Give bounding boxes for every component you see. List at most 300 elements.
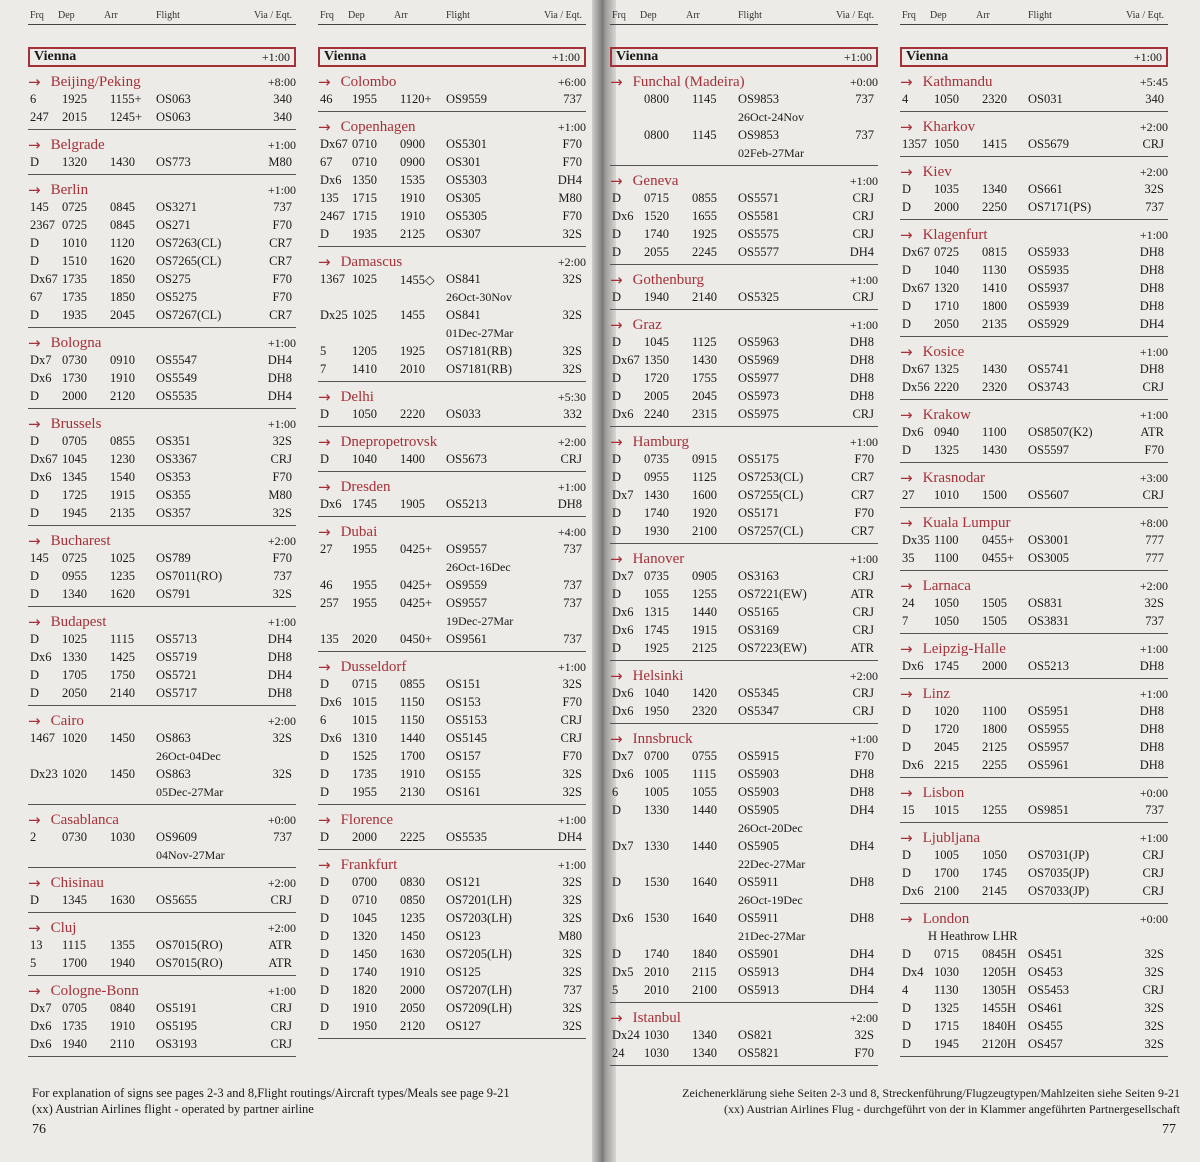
departure-time: 0955 [644, 470, 669, 484]
arrival-time: 1630 [110, 893, 135, 907]
flight-number: OS5901 [738, 947, 779, 961]
destination-city: Berlin [50, 181, 89, 198]
equipment: DH8 [849, 371, 874, 385]
destination-header [610, 667, 878, 685]
flight-number: OS7205(LH) [446, 947, 512, 961]
arrival-time: 1910 [110, 1019, 135, 1033]
flight-row [28, 253, 296, 271]
equipment: 777 [1145, 533, 1164, 547]
destination-block [28, 532, 296, 607]
destination-name [610, 730, 693, 748]
arrival-time: 0905 [692, 569, 717, 583]
destination-block [900, 226, 1168, 337]
flight-number: OS863 [156, 767, 191, 781]
flight-row [28, 235, 296, 253]
equipment: 32S [1144, 1037, 1164, 1051]
equipment: DH4 [849, 245, 874, 259]
flight-number: OS5535 [446, 830, 487, 844]
flight-row [318, 946, 586, 964]
flight-number: OS5903 [738, 785, 779, 799]
departure-time: 1510 [62, 254, 87, 268]
arrival-time: 1025 [110, 551, 135, 565]
equipment: 737 [855, 128, 874, 142]
arrival-time: 1430 [692, 353, 717, 367]
departure-time: 0725 [934, 245, 959, 259]
arrival-time: 1540 [110, 470, 135, 484]
frequency: D [320, 875, 330, 889]
arrow-right-icon: → [28, 136, 41, 154]
destination-city: Florence [340, 811, 394, 828]
flight-number: OS305 [446, 191, 481, 205]
flight-row [318, 874, 586, 892]
flight-row [28, 1036, 296, 1054]
flight-number: OS5821 [738, 1046, 779, 1060]
flight-row [318, 829, 586, 847]
departure-time: 0940 [934, 425, 959, 439]
flight-number: OS153 [446, 695, 481, 709]
equipment: 737 [273, 200, 292, 214]
departure-time: 1040 [644, 686, 669, 700]
arrival-time: 1910 [400, 965, 425, 979]
flight-row [610, 487, 878, 505]
flight-number: OS5175 [738, 452, 779, 466]
destination-block [28, 334, 296, 409]
flight-number: OS5963 [738, 335, 779, 349]
frequency: Dx6 [612, 911, 634, 925]
validity-note [318, 613, 586, 631]
flight-row [318, 541, 586, 559]
destination-city: Krasnodar [922, 469, 986, 486]
frequency: D [320, 452, 330, 466]
equipment: DH4 [849, 983, 874, 997]
departure-time: 2050 [62, 686, 87, 700]
equipment: M80 [268, 488, 292, 502]
flight-number: OS5721 [156, 668, 197, 682]
flight-row [610, 451, 878, 469]
departure-time: 2240 [644, 407, 669, 421]
flight-number: OS8507(K2) [1028, 425, 1093, 439]
column-header [28, 8, 296, 25]
frequency: 24 [612, 1046, 625, 1060]
flight-number: OS5977 [738, 371, 779, 385]
validity-dates: 26Oct-19Dec [738, 893, 803, 907]
flight-number: OS5607 [1028, 488, 1069, 502]
flight-row [318, 226, 586, 244]
arrival-time: 2135 [982, 317, 1007, 331]
flight-number: OS123 [446, 929, 481, 943]
destination-city: Leipzig-Halle [922, 640, 1006, 657]
arrival-time: 1245+ [110, 110, 143, 124]
flight-number: OS5301 [446, 137, 487, 151]
flight-row [900, 424, 1168, 442]
flight-row [610, 289, 878, 307]
arrival-time: 1100 [982, 704, 1007, 718]
frequency: 67 [320, 155, 333, 169]
destination-name [610, 271, 704, 289]
origin-box [28, 47, 296, 67]
flight-row [610, 352, 878, 370]
frequency: 247 [30, 110, 49, 124]
destination-timezone: +1:00 [267, 416, 296, 431]
departure-time: 1745 [644, 623, 669, 637]
frequency: D [902, 263, 912, 277]
arrival-time: 1450 [400, 929, 425, 943]
flight-row [28, 433, 296, 451]
flight-number: OS5915 [738, 749, 779, 763]
arrival-time: 2315 [692, 407, 717, 421]
flight-row [610, 127, 878, 145]
equipment: 332 [563, 407, 582, 421]
flight-number: OS3005 [1028, 551, 1069, 565]
arrow-right-icon: → [900, 910, 913, 928]
frequency: Dx67 [902, 245, 930, 259]
destination-city: Hanover [632, 550, 685, 567]
flight-row [900, 964, 1168, 982]
equipment: 340 [1145, 92, 1164, 106]
arrow-right-icon: → [318, 118, 331, 136]
flight-number: OS3743 [1028, 380, 1069, 394]
destination-timezone: +1:00 [267, 983, 296, 998]
flight-number: OS455 [1028, 1019, 1063, 1033]
flight-row [900, 739, 1168, 757]
frequency: 6 [612, 785, 619, 799]
equipment: CRJ [560, 713, 582, 727]
flight-number: OS301 [446, 155, 481, 169]
arrow-right-icon: → [28, 613, 41, 631]
flight-number: OS7265(CL) [156, 254, 222, 268]
departure-time: 1005 [644, 785, 669, 799]
arrival-time: 1055 [692, 785, 717, 799]
equipment: 32S [1144, 596, 1164, 610]
equipment: CRJ [1142, 884, 1164, 898]
departure-time: 1130 [934, 983, 959, 997]
destination-city: Lisbon [922, 784, 965, 801]
departure-time: 0725 [62, 200, 87, 214]
equipment: DH4 [849, 947, 874, 961]
flight-number: OS5195 [156, 1019, 197, 1033]
destination-city: Kosice [922, 343, 965, 360]
frequency: D [30, 668, 40, 682]
destination-city: Ljubljana [922, 829, 981, 846]
destination-header [610, 730, 878, 748]
validity-note [610, 928, 878, 946]
frequency: 5 [320, 344, 327, 358]
equipment: CR7 [851, 524, 874, 538]
destination-city: Kharkov [922, 118, 976, 135]
destination-city: Casablanca [50, 811, 119, 828]
equipment: DH8 [1139, 659, 1164, 673]
flight-number: OS863 [156, 731, 191, 745]
footer-right [620, 1085, 1180, 1117]
destination-timezone: +2:00 [1139, 119, 1168, 134]
header-arr: Arr [686, 10, 700, 21]
equipment: F70 [854, 506, 874, 520]
flight-row [318, 631, 586, 649]
footer-right-line2: (xx) Austrian Airlines Flug - durchgeführt von der in Klammer angeführten Partnergesellschaft [724, 1102, 1180, 1116]
destination-header [28, 919, 296, 937]
flight-number: OS063 [156, 92, 191, 106]
arrival-time: 2125 [400, 227, 425, 241]
arrow-right-icon: → [900, 118, 913, 136]
destination-header [610, 172, 878, 190]
destination-timezone: +2:00 [267, 713, 296, 728]
arrival-time: 1925 [692, 227, 717, 241]
equipment: F70 [562, 695, 582, 709]
arrow-right-icon: → [28, 415, 41, 433]
flight-row [610, 964, 878, 982]
flight-row [610, 802, 878, 820]
origin-timezone: +1:00 [1133, 49, 1162, 64]
equipment: DH8 [1139, 299, 1164, 313]
arrival-time: 1440 [692, 803, 717, 817]
equipment: CRJ [852, 686, 874, 700]
departure-time: 2055 [644, 245, 669, 259]
flight-number: OS7207(LH) [446, 983, 512, 997]
flight-row [900, 946, 1168, 964]
equipment: CRJ [270, 1019, 292, 1033]
destination-timezone: +2:00 [1139, 578, 1168, 593]
flight-number: OS5191 [156, 1001, 197, 1015]
frequency: Dx25 [320, 308, 348, 322]
frequency: D [320, 407, 330, 421]
destination-header [900, 226, 1168, 244]
departure-time: 1530 [644, 875, 669, 889]
destination-header [610, 550, 878, 568]
flight-number: OS5673 [446, 452, 487, 466]
equipment: 737 [563, 596, 582, 610]
departure-time: 1115 [62, 938, 87, 952]
destination-name [900, 469, 985, 487]
destination-name [28, 613, 106, 631]
flight-row [900, 1018, 1168, 1036]
flight-row [318, 910, 586, 928]
arrival-time: 1800 [982, 299, 1007, 313]
equipment: 32S [562, 1019, 582, 1033]
arrival-time: 0450+ [400, 632, 433, 646]
arrival-time: 0455+ [982, 533, 1015, 547]
arrival-time: 0425+ [400, 596, 433, 610]
flight-row [28, 469, 296, 487]
equipment: ATR [1140, 425, 1164, 439]
departure-time: 1740 [644, 947, 669, 961]
destination-name [900, 685, 950, 703]
flight-row [318, 892, 586, 910]
flight-number: OS7209(LH) [446, 1001, 512, 1015]
flight-number: OS7221(EW) [738, 587, 807, 601]
footer-left-line2: (xx) Austrian Airlines flight - operated by partner airline [32, 1102, 314, 1116]
destination-header [318, 523, 586, 541]
flight-row [900, 280, 1168, 298]
arrival-time: 0900 [400, 155, 425, 169]
destination-timezone: +1:00 [1139, 407, 1168, 422]
flight-number: OS275 [156, 272, 191, 286]
destination-header [900, 640, 1168, 658]
flight-row [318, 91, 586, 109]
departure-time: 1715 [352, 191, 377, 205]
arrival-time: 2220 [400, 407, 425, 421]
destination-name [900, 829, 980, 847]
destination-city: Hamburg [632, 433, 689, 450]
validity-dates: 22Dec-27Mar [738, 857, 806, 871]
destination-block [318, 523, 586, 652]
validity-dates: 02Feb-27Mar [738, 146, 804, 160]
flight-row [900, 361, 1168, 379]
equipment: DH8 [849, 389, 874, 403]
departure-time: 1350 [644, 353, 669, 367]
equipment: F70 [1144, 443, 1164, 457]
departure-time: 1320 [352, 929, 377, 943]
flight-row [900, 550, 1168, 568]
arrival-time: 1415 [982, 137, 1007, 151]
arrival-time: 2100 [692, 524, 717, 538]
departure-time: 2050 [934, 317, 959, 331]
frequency: D [320, 911, 330, 925]
arrival-time: 1100 [982, 425, 1007, 439]
equipment: DH4 [267, 389, 292, 403]
flight-number: OS5171 [738, 506, 779, 520]
frequency: D [320, 1019, 330, 1033]
departure-time: 0700 [352, 875, 377, 889]
arrival-time: 0455+ [982, 551, 1015, 565]
frequency: 15 [902, 803, 915, 817]
frequency: Dx67 [612, 353, 640, 367]
equipment: DH8 [1139, 758, 1164, 772]
departure-time: 1330 [644, 803, 669, 817]
destination-name [28, 73, 141, 91]
header-via: Via / Eqt. [1125, 10, 1164, 21]
flight-row [28, 631, 296, 649]
frequency: 24 [902, 596, 915, 610]
equipment: F70 [562, 137, 582, 151]
origin-name: Vienna [906, 49, 949, 64]
flight-row [28, 352, 296, 370]
frequency: D [902, 1019, 912, 1033]
destination-timezone: +1:00 [267, 182, 296, 197]
departure-time: 1745 [352, 497, 377, 511]
departure-time: 1030 [644, 1028, 669, 1042]
destination-timezone: +1:00 [557, 659, 586, 674]
arrival-time: 2255 [982, 758, 1007, 772]
flight-row [28, 154, 296, 172]
flight-row [900, 1036, 1168, 1054]
equipment: 32S [562, 785, 582, 799]
frequency: Dx56 [902, 380, 930, 394]
arrow-right-icon: → [900, 685, 913, 703]
flight-row [28, 1000, 296, 1018]
destination-header [900, 514, 1168, 532]
flight-number: OS831 [1028, 596, 1063, 610]
destination-city: Innsbruck [632, 730, 693, 747]
departure-time: 1955 [352, 596, 377, 610]
destination-city: Kuala Lumpur [922, 514, 1011, 531]
frequency: Dx7 [612, 488, 634, 502]
destination-city: Krakow [922, 406, 971, 423]
departure-time: 0730 [62, 830, 87, 844]
flight-row [610, 568, 878, 586]
equipment: 32S [562, 344, 582, 358]
arrow-right-icon: → [28, 811, 41, 829]
destination-timezone: +1:00 [1139, 686, 1168, 701]
arrival-time: 2130 [400, 785, 425, 799]
arrival-time: 1400 [400, 452, 425, 466]
arrival-time: 1910 [400, 767, 425, 781]
flight-number: OS5951 [1028, 704, 1069, 718]
frequency: 46 [320, 92, 333, 106]
frequency: D [612, 371, 622, 385]
destination-header [28, 874, 296, 892]
arrival-time: 1440 [692, 839, 717, 853]
equipment: 737 [563, 578, 582, 592]
equipment: F70 [854, 452, 874, 466]
destination-timezone: +1:00 [849, 731, 878, 746]
equipment: CRJ [852, 623, 874, 637]
flight-row [900, 442, 1168, 460]
destination-header [318, 388, 586, 406]
flight-row [610, 334, 878, 352]
flight-row [610, 640, 878, 658]
equipment: DH4 [849, 965, 874, 979]
flight-number: OS7015(RO) [156, 956, 223, 970]
equipment: CRJ [1142, 380, 1164, 394]
destination-block [900, 829, 1168, 904]
equipment: F70 [562, 155, 582, 169]
flight-row [28, 667, 296, 685]
flight-row [610, 505, 878, 523]
destination-block [610, 550, 878, 661]
flight-row [28, 370, 296, 388]
flight-number: OS5303 [446, 173, 487, 187]
departure-time: 1720 [644, 371, 669, 385]
arrival-time: 0855 [400, 677, 425, 691]
frequency: Dx6 [612, 686, 634, 700]
flight-row [318, 451, 586, 469]
destination-block [318, 856, 586, 1039]
arrival-time: 1505 [982, 596, 1007, 610]
equipment: DH8 [1139, 740, 1164, 754]
flight-row [28, 550, 296, 568]
frequency: Dx6 [30, 650, 52, 664]
frequency: Dx6 [320, 497, 342, 511]
destination-header [28, 415, 296, 433]
frequency: D [30, 155, 40, 169]
frequency: 145 [30, 551, 49, 565]
header-arr: Arr [976, 10, 990, 21]
flight-row [318, 577, 586, 595]
equipment: 32S [562, 947, 582, 961]
arrow-right-icon: → [900, 226, 913, 244]
frequency: D [612, 389, 622, 403]
validity-note [28, 748, 296, 766]
frequency: D [612, 506, 622, 520]
frequency: D [30, 254, 40, 268]
arrival-time: 1205H [982, 965, 1017, 979]
departure-time: 1340 [62, 587, 87, 601]
equipment: DH4 [557, 830, 582, 844]
flight-number: OS5911 [738, 875, 779, 889]
footer-left-line1: For explanation of signs see pages 2-3 and 8,Flight routings/Aircraft types/Meals see page 9-21 [32, 1086, 510, 1100]
departure-time: 1925 [62, 92, 87, 106]
destination-name [900, 406, 971, 424]
flight-row [900, 532, 1168, 550]
arrival-time: 2120H [982, 1037, 1017, 1051]
destination-timezone: +3:00 [1139, 470, 1168, 485]
flight-row [28, 289, 296, 307]
frequency: D [320, 947, 330, 961]
destination-name [610, 550, 684, 568]
arrival-time: 1430 [982, 362, 1007, 376]
timetable-column-1 [28, 8, 296, 1057]
arrival-time: 0915 [692, 452, 717, 466]
